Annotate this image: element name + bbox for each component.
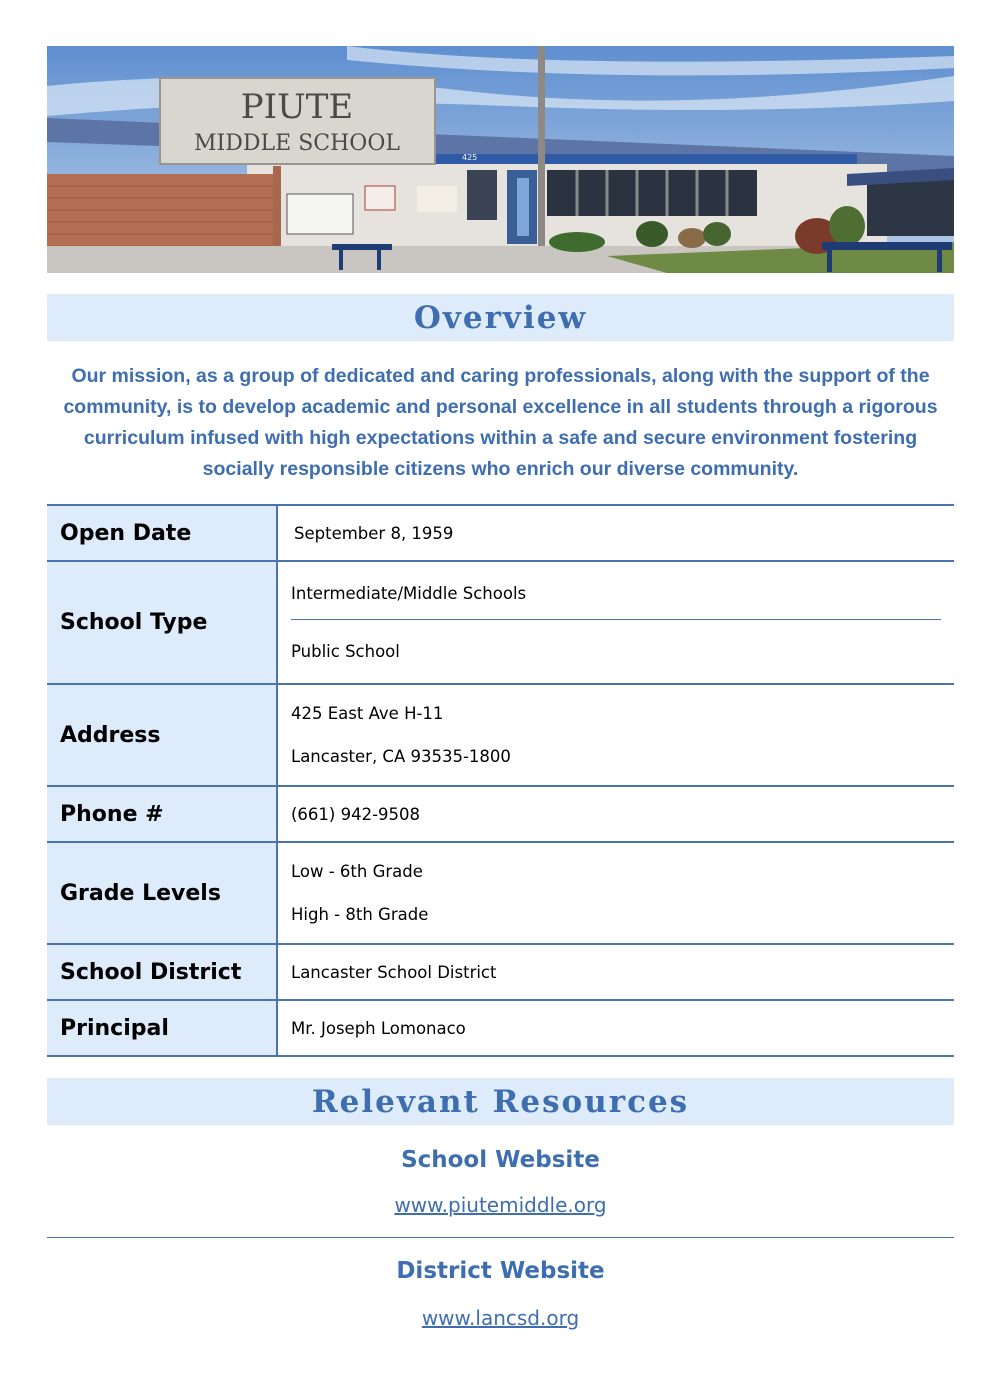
mission-statement: Our mission, as a group of dedicated and caring professionals, along with the support of the community, is to develop academic and personal excellence in all students through a rigorous curriculum infused with high expectations within a safe and secure environment fostering socially responsible citizens who enrich our diverse community. [63, 365, 938, 480]
open-date-text: September 8, 1959 [294, 523, 454, 543]
table-row [47, 944, 954, 1000]
address-label: Address [47, 684, 277, 786]
school-photo [47, 46, 954, 273]
table-row [47, 842, 954, 944]
open-date-label: Open Date [47, 505, 277, 561]
district-website-section [47, 1238, 954, 1330]
page [47, 46, 954, 1330]
table-row [47, 684, 954, 786]
school-website-title: School Website [401, 1147, 600, 1173]
district-website-link[interactable]: www.lancsd.org [421, 1306, 580, 1330]
table-row [47, 505, 954, 561]
grade-levels-value [277, 842, 954, 944]
school-type-secondary: Public School [291, 642, 400, 661]
school-website-link[interactable]: www.piutemiddle.org [394, 1193, 607, 1217]
sign-line1: PIUTE [240, 87, 354, 127]
open-date-value [277, 505, 954, 561]
address-line1: 425 East Ave H-11 [291, 704, 444, 723]
school-type-divider [291, 619, 941, 620]
school-info-table [47, 504, 954, 1057]
phone-label: Phone # [47, 786, 277, 842]
resources-heading: Relevant Resources [311, 1083, 690, 1120]
building-number: 425 [462, 153, 478, 162]
principal-value: Mr. Joseph Lomonaco [277, 1000, 954, 1056]
address-value [277, 684, 954, 786]
table-row [47, 786, 954, 842]
resources-header [47, 1078, 954, 1125]
school-type-label: School Type [47, 561, 277, 684]
grade-low: Low - 6th Grade [291, 862, 423, 881]
school-type-primary: Intermediate/Middle Schools [291, 584, 527, 603]
district-website-title: District Website [396, 1258, 605, 1284]
grade-high: High - 8th Grade [291, 905, 429, 924]
sign-line2: MIDDLE SCHOOL [194, 131, 400, 156]
address-line2: Lancaster, CA 93535-1800 [291, 747, 511, 766]
overview-heading: Overview [413, 299, 588, 336]
overview-header [47, 294, 954, 341]
school-website-section [47, 1125, 954, 1237]
school-type-value [277, 561, 954, 684]
phone-value: (661) 942-9508 [277, 786, 954, 842]
district-label: School District [47, 944, 277, 1000]
table-row [47, 561, 954, 684]
district-value: Lancaster School District [277, 944, 954, 1000]
grade-levels-label: Grade Levels [47, 842, 277, 944]
principal-label: Principal [47, 1000, 277, 1056]
table-row [47, 1000, 954, 1056]
